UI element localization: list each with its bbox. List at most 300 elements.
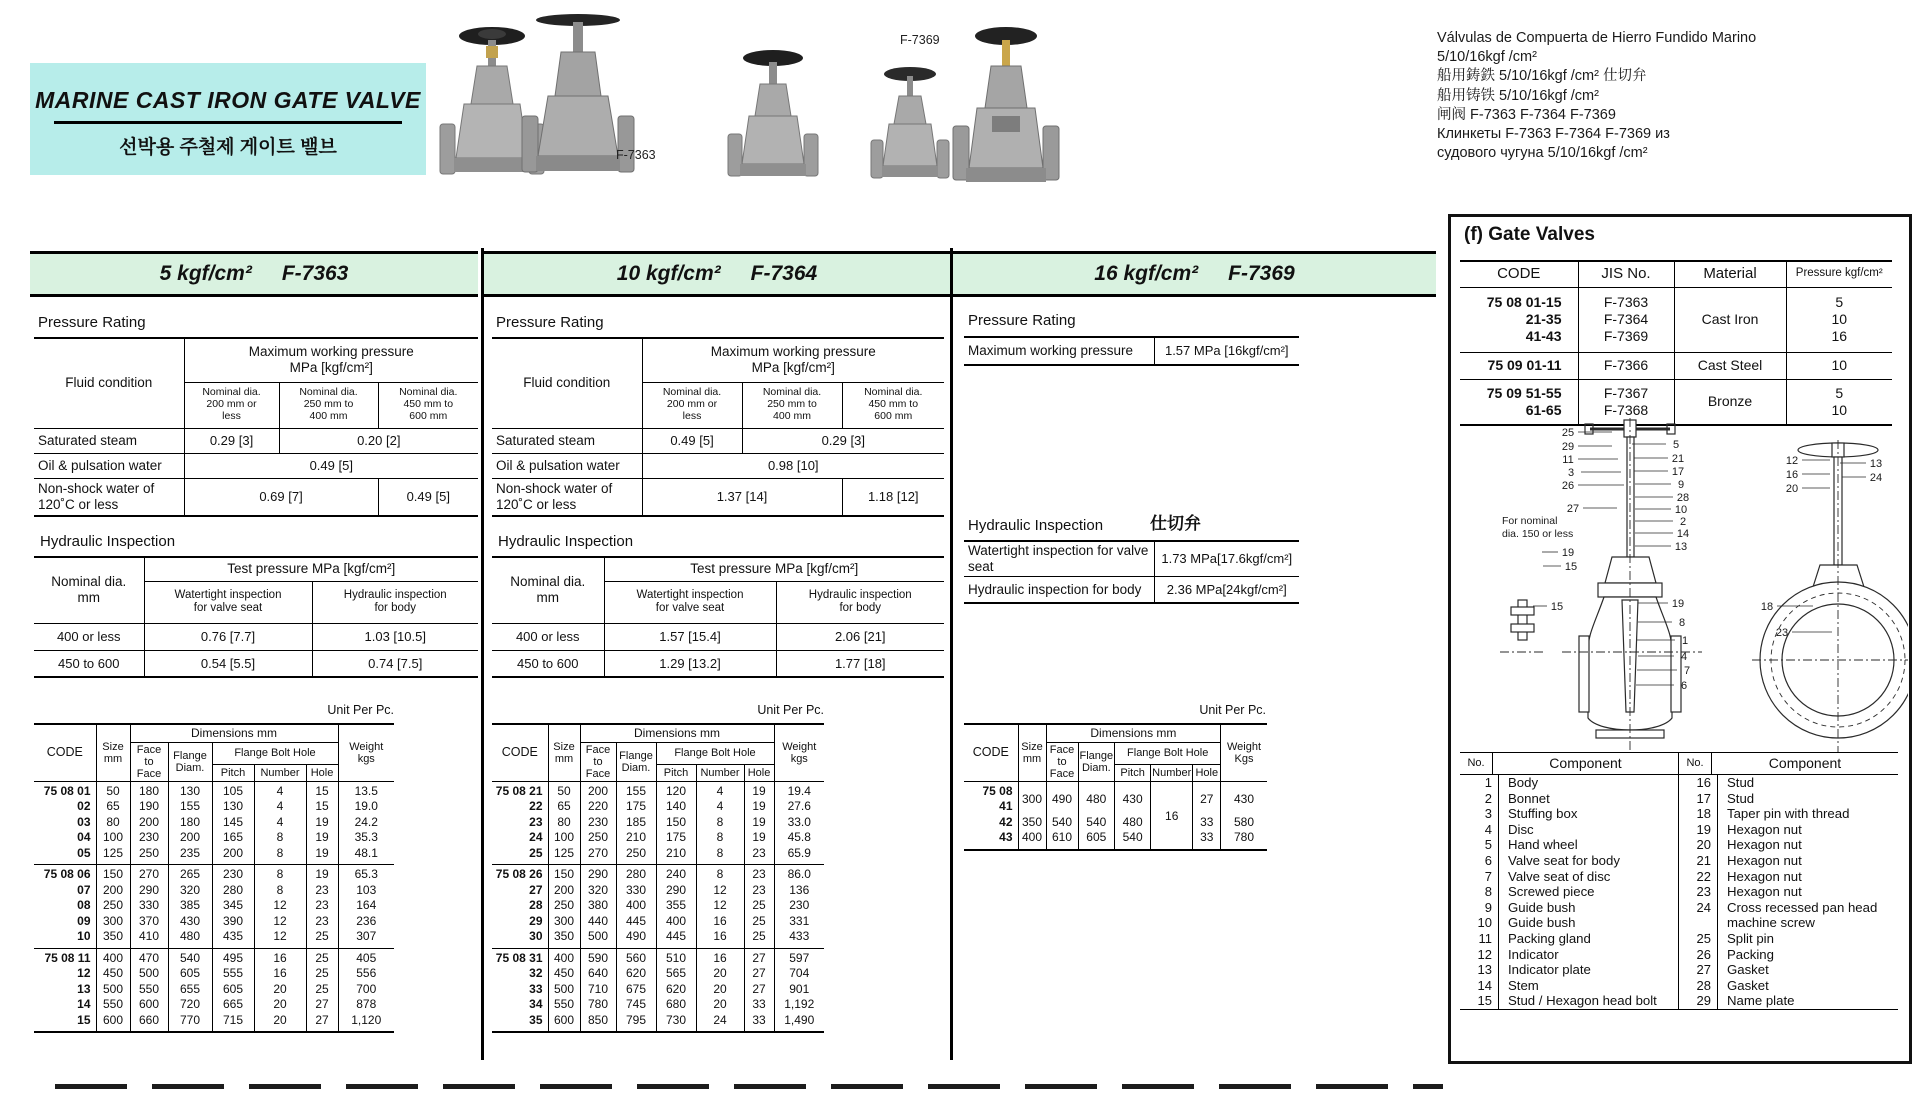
weight-cell: 65.3: [338, 865, 394, 883]
code-cell: 75 08 26: [492, 865, 548, 883]
component-header-row: [1679, 753, 1898, 774]
material-cell: Cast Steel: [1674, 352, 1786, 379]
code-cell: 24: [492, 830, 548, 846]
pitch-header: Pitch: [1115, 765, 1151, 782]
hole-cell: 23: [744, 846, 774, 865]
face-to-face-cell: 290: [130, 883, 168, 899]
component-name: Bonnet: [1508, 790, 1550, 806]
row-label: Hydraulic inspection for body: [964, 576, 1154, 603]
number-cell: 12: [696, 883, 744, 899]
diagram-callout-number: 14: [1676, 528, 1690, 540]
component-row: [1679, 900, 1898, 931]
pitch-cell: 105: [212, 781, 254, 799]
multilingual-line: 船用鋳鉄 5/10/16kgf /cm² 仕切弁: [1437, 68, 1647, 85]
flange-diam-cell: 770: [168, 1013, 212, 1033]
component-name: Hexagon nut: [1727, 852, 1802, 868]
size-cell: 125: [548, 846, 580, 865]
pitch-cell: 730: [656, 1013, 696, 1033]
component-name: Stud: [1727, 790, 1755, 806]
hydraulic-section: [34, 556, 478, 678]
diagram-callout-number: 11: [1562, 454, 1574, 466]
code-cell: 09: [34, 914, 96, 930]
unit-per-pc-label: Unit Per Pc.: [327, 703, 394, 717]
hole-cell: 25: [306, 966, 338, 982]
fluid-condition-label: Non-shock water of 120˚C or less: [492, 478, 642, 516]
component-row: [1460, 791, 1678, 807]
size-cell: 400: [1018, 830, 1046, 850]
number-header: Number: [254, 765, 306, 782]
diagram-note-line: dia. 150 or less: [1502, 528, 1574, 540]
code-cell: 35: [492, 1013, 548, 1033]
weight-cell: 65.9: [774, 846, 824, 865]
diagram-callout-number: 12: [1785, 455, 1799, 467]
flange-diam-cell: 180: [168, 815, 212, 831]
hole-cell: 15: [306, 799, 338, 815]
number-cell: 16: [696, 948, 744, 966]
valve-photo: [728, 50, 818, 176]
number-cell: 8: [696, 830, 744, 846]
column-header-f7364: [484, 251, 950, 297]
pitch-cell: 435: [212, 929, 254, 948]
section-title-pressure-rating: Pressure Rating: [968, 312, 1076, 329]
component-name: Valve seat for body: [1508, 852, 1620, 868]
weight-cell: 580: [1221, 815, 1267, 831]
size-cell: 550: [96, 997, 130, 1013]
dimension-row: [492, 883, 824, 899]
pitch-cell: 200: [212, 846, 254, 865]
header-pressure: 10 kgf/cm²: [616, 262, 721, 285]
code-cell: 32: [492, 966, 548, 982]
flange-diam-cell: 200: [168, 830, 212, 846]
code-cell: 14: [34, 997, 96, 1013]
size-cell: 65: [96, 799, 130, 815]
flange-diam-cell: 400: [616, 898, 656, 914]
component-number: 27: [1679, 962, 1718, 978]
component-row: [1679, 993, 1898, 1009]
hole-cell: 23: [744, 865, 774, 883]
component-row: [1679, 962, 1898, 978]
number-cell: 16: [254, 966, 306, 982]
size-cell: 600: [548, 1013, 580, 1033]
flange-diam-cell: 445: [616, 914, 656, 930]
weight-cell: 35.3: [338, 830, 394, 846]
weight-cell: 230: [774, 898, 824, 914]
pressure-value: 0.29 [3]: [184, 428, 279, 453]
size-cell: 550: [548, 997, 580, 1013]
flange-bolt-hole-header: Flange Bolt Hole: [212, 742, 338, 765]
component-name: Screwed piece: [1508, 884, 1595, 900]
header-model: F-7363: [281, 262, 349, 285]
code-cell: 75 08 31: [492, 948, 548, 966]
code-cell: 75 08 01: [34, 781, 96, 799]
number-cell: 16: [1151, 781, 1193, 850]
code-cell: 15: [34, 1013, 96, 1033]
face-to-face-cell: 250: [130, 846, 168, 865]
face-to-face-cell: 540: [1046, 815, 1078, 831]
pitch-header: Pitch: [212, 765, 254, 782]
face-to-face-cell: 780: [580, 997, 616, 1013]
component-number: 17: [1679, 791, 1718, 807]
component-name: Hexagon nut: [1727, 884, 1802, 900]
multilingual-line: 船用铸铁 5/10/16kgf /cm²: [1437, 87, 1599, 104]
diagram-note: [1502, 515, 1573, 540]
diagram-callout-number: 13: [1674, 541, 1688, 553]
pressure-value: 0.98 [10]: [642, 453, 944, 478]
flange-diam-cell: 430: [168, 914, 212, 930]
size-cell: 300: [548, 914, 580, 930]
pressure-value: 0.29 [3]: [742, 428, 944, 453]
no-header: No.: [1679, 753, 1712, 774]
component-row: [1679, 837, 1898, 853]
diagram-callout-number: 26: [1561, 480, 1575, 492]
component-number: 23: [1679, 884, 1718, 900]
component-name: Valve seat of disc: [1508, 868, 1611, 884]
size-cell: 300: [96, 914, 130, 930]
pressure-value: 0.69 [7]: [184, 478, 378, 516]
dimension-row: [492, 914, 824, 930]
header-model: F-7369: [1228, 262, 1295, 285]
component-name: Hexagon nut: [1727, 821, 1802, 837]
dimensions-header: Dimensions mm: [130, 724, 338, 742]
size-header: Size mm: [548, 724, 580, 781]
title-underline: [54, 121, 402, 124]
fluid-condition-header: Fluid condition: [492, 338, 642, 428]
pitch-cell: 140: [656, 799, 696, 815]
weight-cell: 19.0: [338, 799, 394, 815]
number-cell: 12: [696, 898, 744, 914]
component-list-right: [1679, 775, 1898, 1009]
code-table-header: Pressure kgf/cm²: [1786, 261, 1892, 287]
weight-cell: 236: [338, 914, 394, 930]
nominal-dia-header: Nominal dia. 450 mm to 600 mm: [842, 382, 944, 428]
component-name: Stud / Hexagon head bolt: [1508, 993, 1657, 1009]
size-cell: 450: [548, 966, 580, 982]
number-cell: 4: [254, 815, 306, 831]
number-cell: 8: [254, 883, 306, 899]
hydraulic-inspection-table: [34, 556, 478, 678]
diagram-callout-number: 2: [1679, 516, 1687, 528]
inspection-column-header: Hydraulic inspection for body: [776, 581, 944, 623]
dimensions-section: [34, 723, 394, 1033]
diagram-callout-number: 20: [1785, 483, 1799, 495]
number-cell: 20: [254, 1013, 306, 1033]
code-cell: 30: [492, 929, 548, 948]
size-cell: 350: [96, 929, 130, 948]
diagram-callout-number: 28: [1676, 492, 1690, 504]
dimension-row: [492, 830, 824, 846]
component-row: [1679, 853, 1898, 869]
component-header: Component: [1768, 755, 1842, 771]
component-name: Body: [1508, 775, 1539, 790]
dimension-row: [964, 781, 1267, 815]
component-number: 15: [1460, 993, 1499, 1009]
size-cell: 80: [548, 815, 580, 831]
face-to-face-cell: 660: [130, 1013, 168, 1033]
title-box: [30, 63, 426, 175]
component-name: Name plate: [1727, 993, 1795, 1009]
jis-no-cell: F-7367 F-7368: [1578, 379, 1674, 425]
number-cell: 12: [254, 929, 306, 948]
inspection-value: 1.77 [18]: [776, 650, 944, 677]
size-cell: 450: [96, 966, 130, 982]
face-to-face-cell: 710: [580, 982, 616, 998]
number-cell: 16: [254, 948, 306, 966]
dimension-row: [492, 815, 824, 831]
inspection-value: 1.03 [10.5]: [312, 623, 478, 650]
valve-photos: [428, 6, 1068, 184]
component-row: [1460, 900, 1678, 916]
number-cell: 20: [696, 997, 744, 1013]
component-number: 7: [1460, 869, 1499, 885]
flange-diam-cell: 745: [616, 997, 656, 1013]
pitch-cell: 355: [656, 898, 696, 914]
component-row: [1460, 869, 1678, 885]
number-cell: 4: [696, 781, 744, 799]
code-cell: 25: [492, 846, 548, 865]
weight-header: Weight Kgs: [1221, 724, 1267, 781]
hole-cell: 15: [306, 781, 338, 799]
flange-diam-cell: 560: [616, 948, 656, 966]
dimension-row: [34, 883, 394, 899]
face-to-face-header: Face to Face: [130, 742, 168, 781]
size-cell: 80: [96, 815, 130, 831]
simple-table: [964, 540, 1299, 604]
dimension-row: [34, 997, 394, 1013]
face-to-face-header: Face to Face: [580, 742, 616, 781]
face-to-face-cell: 600: [130, 997, 168, 1013]
hole-cell: 25: [306, 929, 338, 948]
diagram-callout-number: 13: [1869, 458, 1883, 470]
dimension-row: [492, 846, 824, 865]
inspection-value: 2.06 [21]: [776, 623, 944, 650]
component-header-half: [1460, 753, 1679, 774]
component-name: Split pin: [1727, 930, 1774, 946]
code-table-header: JIS No.: [1578, 261, 1674, 287]
size-cell: 200: [96, 883, 130, 899]
weight-cell: 24.2: [338, 815, 394, 831]
component-name: Indicator plate: [1508, 962, 1591, 978]
face-to-face-cell: 330: [130, 898, 168, 914]
dimension-row: [34, 865, 394, 883]
code-table-header: Material: [1674, 261, 1786, 287]
dimension-row: [34, 948, 394, 966]
valve-diagram: [1452, 414, 1908, 758]
pressure-rating-section: [492, 337, 944, 517]
column-divider: [481, 248, 484, 1060]
component-number: 12: [1460, 947, 1499, 963]
weight-cell: 103: [338, 883, 394, 899]
weight-cell: 136: [774, 883, 824, 899]
component-list-left: [1460, 775, 1679, 1009]
face-to-face-cell: 550: [130, 982, 168, 998]
unit-per-pc-label: Unit Per Pc.: [1199, 703, 1266, 717]
diagram-callout-number: 10: [1674, 504, 1688, 516]
header-pressure: 5 kgf/cm²: [159, 262, 252, 285]
code-cell: 08: [34, 898, 96, 914]
code-cell: 07: [34, 883, 96, 899]
test-pressure-header: Test pressure MPa [kgf/cm²]: [604, 557, 944, 581]
column-header-f7363: [30, 251, 478, 297]
diagram-callout-number: 9: [1677, 479, 1685, 491]
component-number: 22: [1679, 869, 1718, 885]
flange-diam-header: Flange Diam.: [168, 742, 212, 781]
size-cell: 600: [96, 1013, 130, 1033]
size-header: Size mm: [1018, 724, 1046, 781]
dimension-row: [34, 929, 394, 948]
code-cell: 75 08 41: [964, 781, 1018, 815]
section-title-pressure-rating: Pressure Rating: [496, 314, 604, 331]
face-to-face-cell: 850: [580, 1013, 616, 1033]
dimension-row: [964, 830, 1267, 850]
code-cell: 75 08 21: [492, 781, 548, 799]
jis-no-cell: F-7366: [1578, 352, 1674, 379]
flange-diam-cell: 250: [616, 846, 656, 865]
hole-cell: 19: [744, 830, 774, 846]
hole-cell: 33: [1193, 830, 1221, 850]
diagram-callout-number: 16: [1785, 469, 1799, 481]
component-number: 19: [1679, 822, 1718, 838]
multilingual-text: [1437, 29, 1917, 163]
diagram-callout-number: 5: [1672, 439, 1680, 451]
pitch-cell: 605: [212, 982, 254, 998]
face-to-face-cell: 440: [580, 914, 616, 930]
inspection-value: 0.74 [7.5]: [312, 650, 478, 677]
component-row: [1679, 978, 1898, 994]
hole-cell: 19: [306, 830, 338, 846]
diagram-callout-number: 3: [1567, 467, 1575, 479]
pressure-rating-section: [964, 336, 1299, 366]
number-cell: 8: [254, 830, 306, 846]
component-name: Hexagon nut: [1727, 837, 1802, 853]
component-header-half: [1679, 753, 1898, 774]
flange-diam-cell: 185: [616, 815, 656, 831]
multilingual-line: Клинкеты F-7363 F-7364 F-7369 из: [1437, 126, 1670, 143]
number-cell: 20: [696, 966, 744, 982]
no-header: No.: [1460, 753, 1493, 774]
component-row: [1460, 806, 1678, 822]
face-to-face-cell: 380: [580, 898, 616, 914]
hole-cell: 27: [744, 982, 774, 998]
pressure-cell: 5 10: [1786, 379, 1892, 425]
hole-cell: 25: [306, 948, 338, 966]
component-row: [1679, 791, 1898, 807]
flange-diam-cell: 155: [168, 799, 212, 815]
diagram-callout-number: 25: [1561, 427, 1575, 439]
component-row: [1679, 775, 1898, 791]
pitch-cell: 240: [656, 865, 696, 883]
code-table-section: [1460, 260, 1892, 426]
pitch-cell: 230: [212, 865, 254, 883]
valve-photo: [871, 67, 949, 178]
weight-cell: 86.0: [774, 865, 824, 883]
gate-valves-code-table: [1460, 260, 1892, 426]
pitch-cell: 130: [212, 799, 254, 815]
component-number: 20: [1679, 837, 1718, 853]
component-row: [1460, 993, 1678, 1009]
column-divider: [950, 248, 953, 1060]
flange-diam-cell: 330: [616, 883, 656, 899]
number-cell: 16: [696, 914, 744, 930]
weight-cell: 331: [774, 914, 824, 930]
size-cell: 500: [548, 982, 580, 998]
pitch-cell: 400: [656, 914, 696, 930]
code-cell: 03: [34, 815, 96, 831]
face-to-face-cell: 590: [580, 948, 616, 966]
flange-diam-cell: 605: [1078, 830, 1115, 850]
code-cell: 13: [34, 982, 96, 998]
weight-cell: 878: [338, 997, 394, 1013]
code-table-row: [1460, 352, 1892, 379]
dimension-row: [34, 781, 394, 799]
face-to-face-cell: 470: [130, 948, 168, 966]
component-table-header: [1460, 753, 1898, 775]
flange-diam-cell: 480: [168, 929, 212, 948]
hole-cell: 27: [744, 948, 774, 966]
number-cell: 8: [696, 815, 744, 831]
nominal-dia-header: Nominal dia. mm: [34, 557, 144, 623]
pitch-cell: 175: [656, 830, 696, 846]
face-to-face-cell: 250: [580, 830, 616, 846]
hole-cell: 27: [744, 966, 774, 982]
component-name: Guide bush: [1508, 915, 1576, 931]
section-title-hydraulic: Hydraulic Inspection: [498, 533, 634, 550]
pitch-cell: 495: [212, 948, 254, 966]
hole-cell: 19: [744, 815, 774, 831]
section-title-hydraulic: Hydraulic Inspection: [968, 517, 1104, 534]
code-cell: 34: [492, 997, 548, 1013]
weight-cell: 430: [1221, 781, 1267, 815]
row-label: Maximum working pressure: [964, 337, 1154, 365]
diagram-callout-number: 24: [1869, 472, 1883, 484]
component-number: 26: [1679, 947, 1718, 963]
face-to-face-cell: 410: [130, 929, 168, 948]
flange-diam-cell: 540: [168, 948, 212, 966]
dimension-row: [34, 846, 394, 865]
inspection-column-header: Watertight inspection for valve seat: [144, 581, 312, 623]
hole-cell: 19: [306, 846, 338, 865]
component-table: [1460, 752, 1898, 1010]
page-subtitle-korean: 선박용 주철제 게이트 밸브: [119, 137, 337, 158]
weight-cell: 433: [774, 929, 824, 948]
component-number: 16: [1679, 775, 1718, 791]
dimensions-section: [492, 723, 824, 1033]
component-number: 25: [1679, 931, 1718, 947]
hole-cell: 27: [306, 1013, 338, 1033]
code-cell: 29: [492, 914, 548, 930]
face-to-face-cell: 220: [580, 799, 616, 815]
dimensions-header: Dimensions mm: [580, 724, 774, 742]
dimension-row: [34, 1013, 394, 1033]
size-cell: 100: [548, 830, 580, 846]
pitch-cell: 445: [656, 929, 696, 948]
pitch-cell: 280: [212, 883, 254, 899]
weight-cell: 307: [338, 929, 394, 948]
component-name: Disc: [1508, 821, 1534, 837]
hole-cell: 23: [306, 898, 338, 914]
hole-cell: 25: [744, 914, 774, 930]
face-to-face-cell: 200: [130, 815, 168, 831]
fluid-condition-label: Saturated steam: [492, 428, 642, 453]
multilingual-line: Válvulas de Compuerta de Hierro Fundido Marino: [1437, 30, 1757, 46]
component-name: Stuffing box: [1508, 806, 1578, 822]
hole-header: Hole: [306, 765, 338, 782]
pressure-cell: 10: [1786, 352, 1892, 379]
code-cell: 42: [964, 815, 1018, 831]
nominal-dia-value: 400 or less: [34, 623, 144, 650]
component-number: 29: [1679, 993, 1718, 1009]
code-cell: 28: [492, 898, 548, 914]
fluid-condition-label: Non-shock water of 120˚C or less: [34, 478, 184, 516]
